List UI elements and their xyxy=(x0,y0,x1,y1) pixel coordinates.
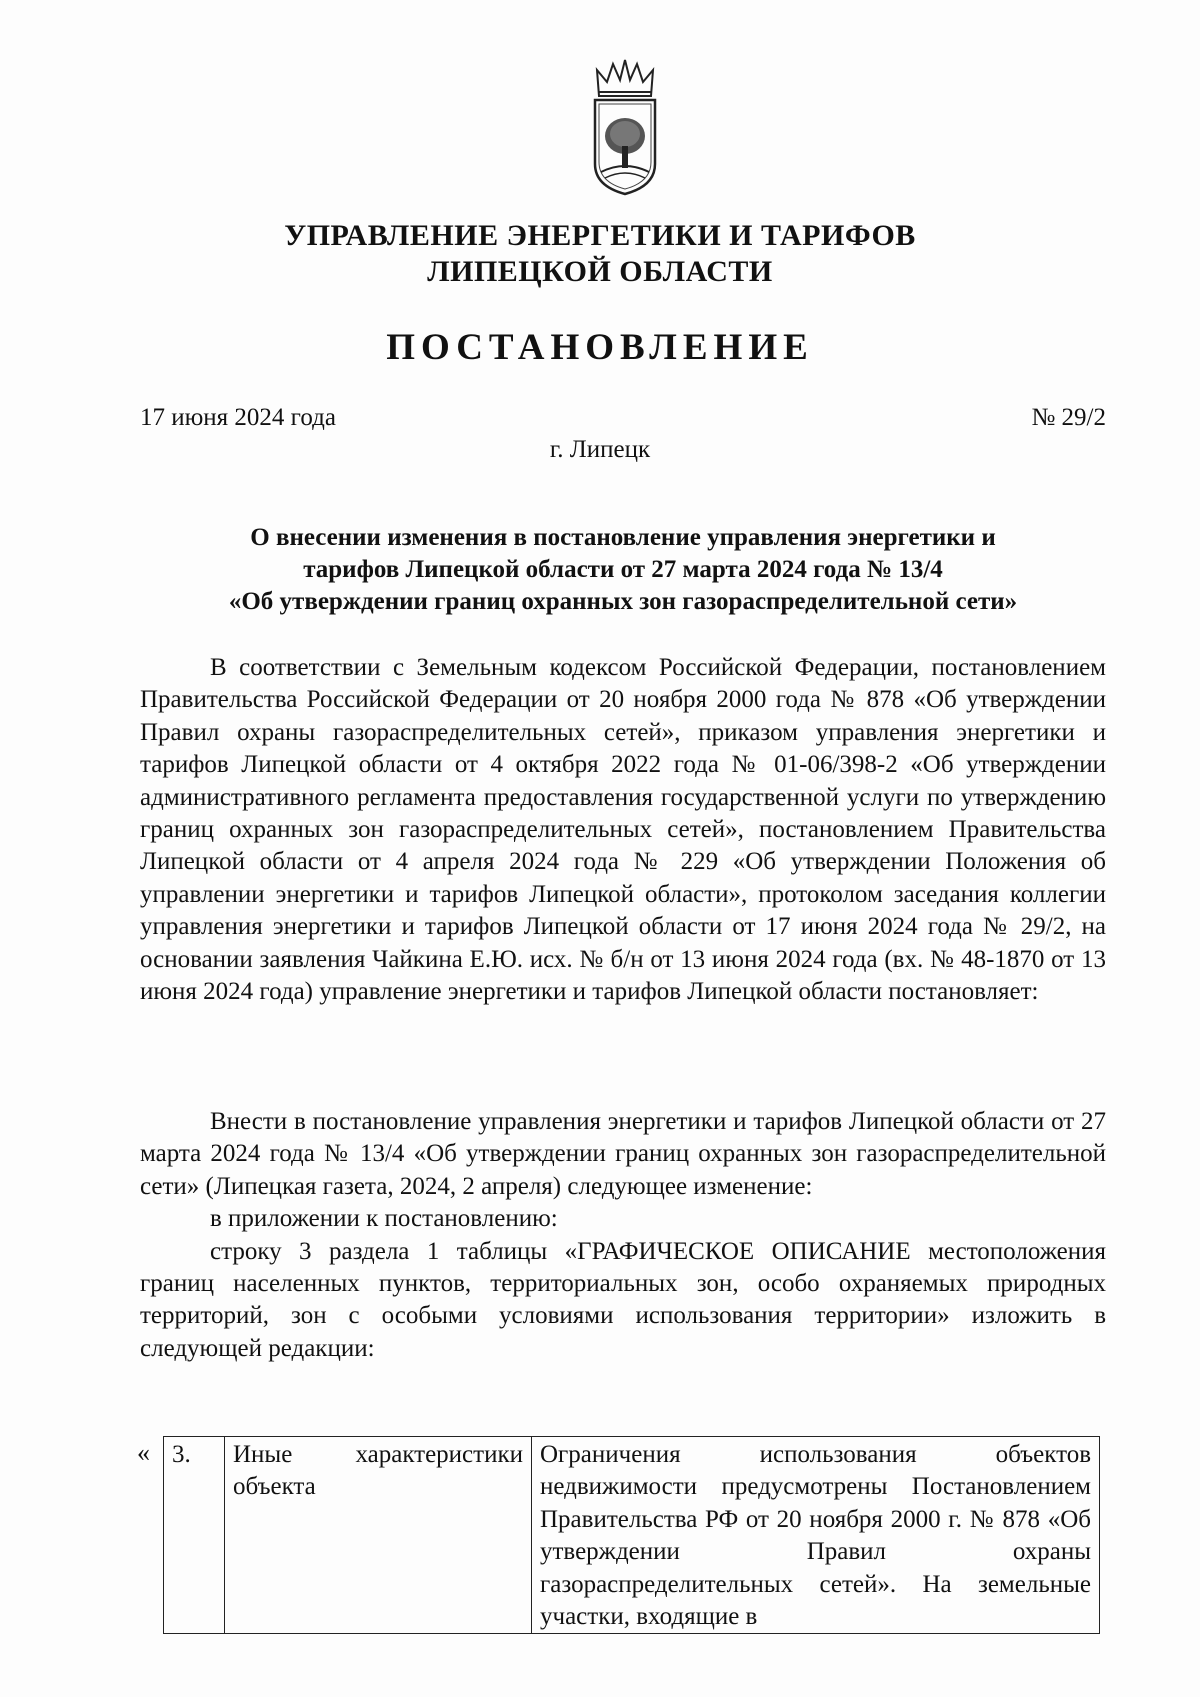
subject-line: О внесении изменения в постановление управления энергетики и xyxy=(250,524,996,551)
resolution-paragraph: строку 3 раздела 1 таблицы «ГРАФИЧЕСКОЕ ОПИСАНИЕ местоположения границ населенных пунктов, территориальных зон, особо охраняемых природных территорий, зон с особыми условиями использования территории» изложить в следующей редакции: xyxy=(140,1237,1106,1362)
organization-name-line1: УПРАВЛЕНИЕ ЭНЕРГЕТИКИ И ТАРИФОВ xyxy=(284,219,916,252)
preamble-paragraph: В соответствии с Земельным кодексом Российской Федерации, постановлением Правительства Российской Федерации от 20 ноября 2000 года № 878 «Об утверждении Правил охраны газораспределительных сетей», приказом управления энергетики и тарифов Липецкой области от 4 октября 2022 года № 01-06/398-2 «Об утверждении административного регламента предоставления государственной услуги по утверждению границ охранных зон газораспределительных сетей», постановлением Правительства Липецкой области от 4 апреля 2024 года № 229 «Об утверждении Положения об управлении энергетики и тарифов Липецкой области», протоколом заседания коллегии управления энергетики и тарифов Липецкой области от 17 июня 2024 года № 29/2, на основании заявления Чайкина Е.Ю. исх. № б/н от 13 июня 2024 года (вх. № 48-1870 от 13 июня 2024 года) управление энергетики и тарифов Липецкой области постановляет: xyxy=(140,654,1106,1006)
document-date: 17 июня 2024 года xyxy=(140,404,336,431)
subject-line: тарифов Липецкой области от 27 марта 2024 года № 13/4 xyxy=(303,556,943,583)
description-cell: Ограничения использования объектов недвижимости предусмотрены Постановлением Правительства РФ от 20 ноября 2000 г. № 878 «Об утверждении Правил охраны газораспределительных сетей». На земельные участки, входящие в xyxy=(532,1437,1100,1634)
document-number: № 29/2 xyxy=(1031,404,1106,431)
lipetsk-coat-of-arms-icon xyxy=(591,56,659,196)
resolution-paragraph: Внести в постановление управления энергетики и тарифов Липецкой области от 27 марта 2024 года № 13/4 «Об утверждении границ охранных зон газораспределительной сети» (Липецкая газета, 2024, 2 апреля) следующее изменение: xyxy=(140,1108,1106,1200)
resolution-paragraph: в приложении к постановлению: xyxy=(210,1205,558,1233)
subject-line: «Об утверждении границ охранных зон газораспределительной сети» xyxy=(228,588,1018,615)
document-subject xyxy=(140,522,1106,618)
document-type: ПОСТАНОВЛЕНИЕ xyxy=(386,327,814,368)
document-city: г. Липецк xyxy=(549,436,651,463)
resolution-section xyxy=(140,1106,1106,1365)
row-number-cell: 3. xyxy=(164,1437,225,1634)
quote-open-mark: « xyxy=(137,1438,150,1467)
table-row xyxy=(164,1437,1100,1634)
characteristic-cell: Иные характеристики объекта xyxy=(225,1437,532,1634)
amendment-table xyxy=(163,1436,1100,1634)
preamble-section xyxy=(140,652,1106,1008)
organization-name-line2: ЛИПЕЦКОЙ ОБЛАСТИ xyxy=(427,255,773,288)
